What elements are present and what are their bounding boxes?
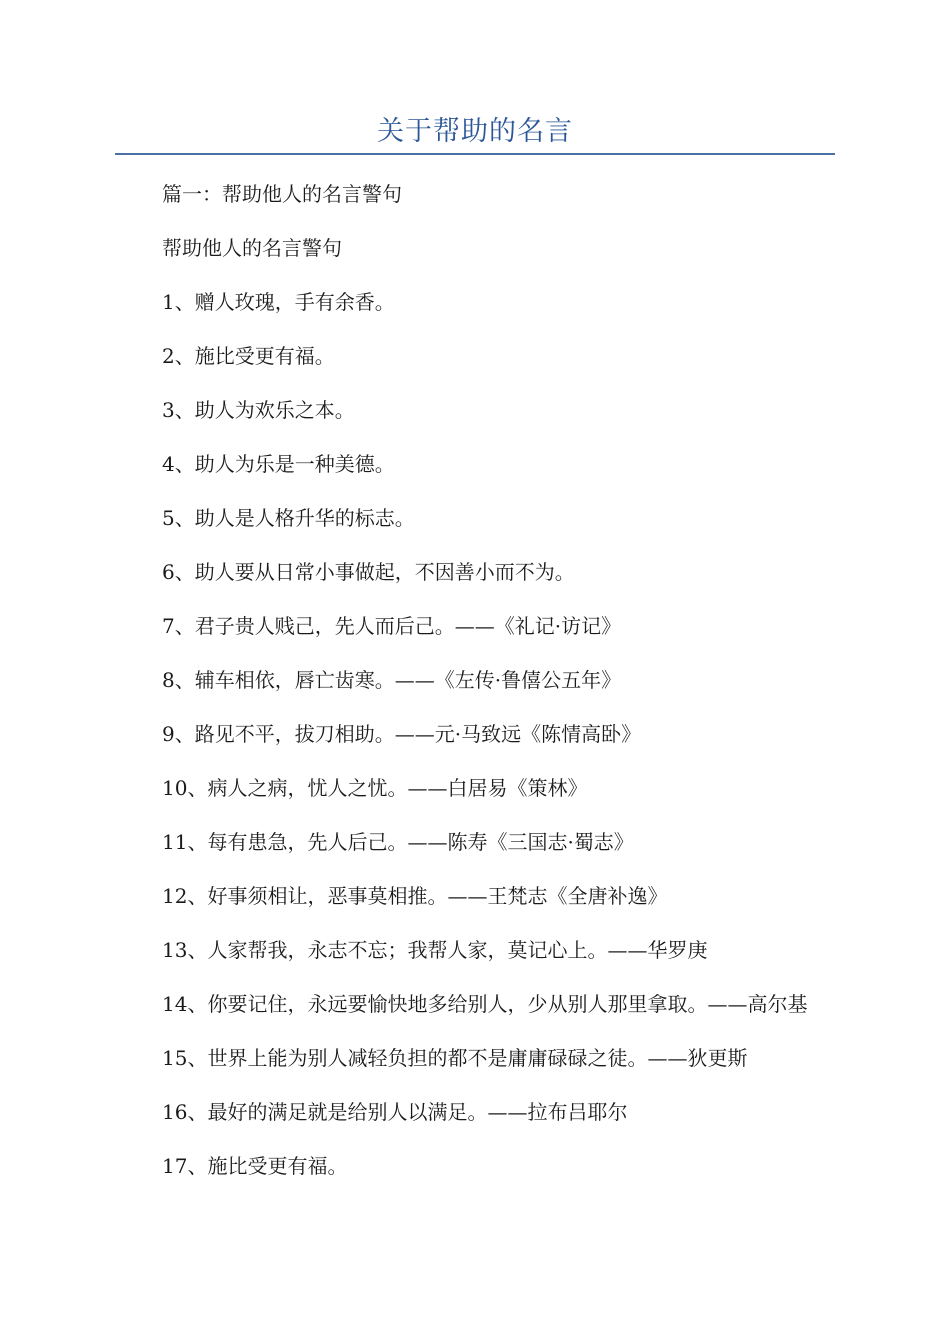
quote-item: 1、赠人玫瑰，手有余香。: [162, 290, 395, 314]
document-title: 关于帮助的名言: [377, 116, 573, 147]
quote-item: 7、君子贵人贱己，先人而后己。——《礼记·访记》: [162, 614, 622, 638]
document-body: [115, 176, 835, 1202]
quote-item: 14、你要记住，永远要愉快地多给别人，少从别人那里拿取。——高尔基: [162, 992, 808, 1016]
quote-item: 8、辅车相依，唇亡齿寒。——《左传·鲁僖公五年》: [162, 668, 622, 692]
quote-item: 11、每有患急，先人后己。——陈寿《三国志·蜀志》: [162, 830, 634, 854]
quote-item: 13、人家帮我，永志不忘；我帮人家，莫记心上。——华罗庚: [162, 938, 708, 962]
quote-item: 4、助人为乐是一种美德。: [162, 452, 395, 476]
quote-item: 9、路见不平，拔刀相助。——元·马致远《陈情高卧》: [162, 722, 642, 746]
quote-item: 12、好事须相让，恶事莫相推。——王梵志《全唐补逸》: [162, 884, 668, 908]
section-heading: 篇一：帮助他人的名言警句: [162, 182, 402, 206]
quote-item: 6、助人要从日常小事做起，不因善小而不为。: [162, 560, 575, 584]
quote-item: 3、助人为欢乐之本。: [162, 398, 355, 422]
quote-item: 16、最好的满足就是给别人以满足。——拉布吕耶尔: [162, 1100, 628, 1124]
title-underline: [115, 153, 835, 155]
quote-item: 10、病人之病，忧人之忧。——白居易《策林》: [162, 776, 588, 800]
quote-item: 5、助人是人格升华的标志。: [162, 506, 415, 530]
subheading: 帮助他人的名言警句: [162, 236, 342, 260]
quote-item: 17、施比受更有福。: [162, 1154, 348, 1178]
quote-item: 2、施比受更有福。: [162, 344, 335, 368]
quote-item: 15、世界上能为别人减轻负担的都不是庸庸碌碌之徒。——狄更斯: [162, 1046, 748, 1070]
